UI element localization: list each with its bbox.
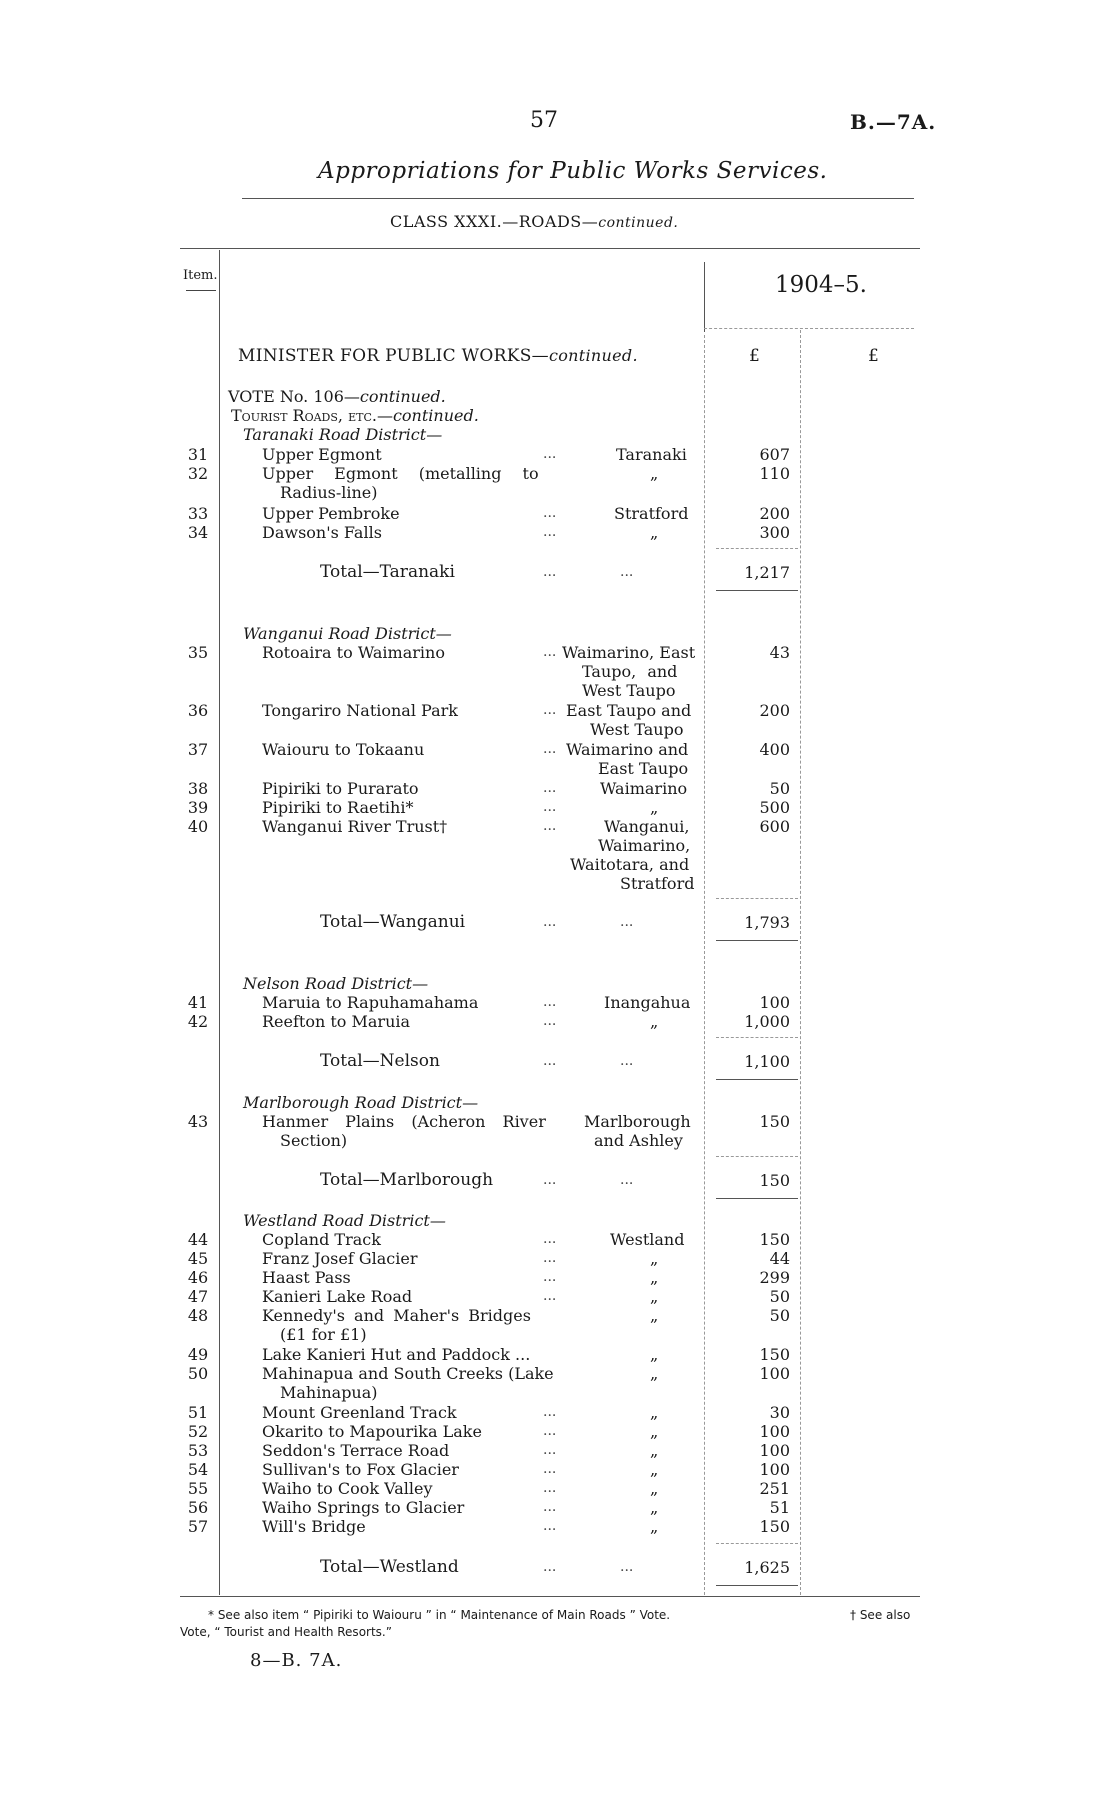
item-number: 42	[187, 1012, 209, 1031]
item-column-divider	[219, 250, 220, 1595]
vote-continued: continued.	[359, 387, 446, 406]
leader-dots: ...	[620, 914, 634, 930]
amount: 299	[759, 1268, 790, 1287]
district: „	[650, 1422, 659, 1441]
leader-dots: ...	[543, 1559, 557, 1575]
total-rule	[716, 548, 798, 549]
item-number: 36	[187, 701, 209, 720]
work-name: Upper Pembroke	[262, 504, 400, 523]
district: Inangahua	[604, 993, 691, 1012]
vote-heading	[228, 387, 446, 406]
leader-dots: ...	[543, 644, 557, 660]
work-name: Reefton to Maruia	[262, 1012, 411, 1031]
item-number: 35	[187, 643, 209, 662]
work-name: Upper Egmont (metalling to	[262, 464, 539, 483]
footnote-2-start: † See also	[850, 1608, 911, 1622]
section-heading-taranaki: Taranaki Road District—	[243, 425, 443, 444]
minister-label: MINISTER FOR PUBLIC WORKS—	[238, 346, 549, 366]
item-number: 48	[187, 1306, 209, 1325]
item-number: 46	[187, 1268, 209, 1287]
total-underline	[716, 1079, 798, 1080]
item-number: 40	[187, 817, 209, 836]
leader-dots: ...	[543, 564, 557, 580]
item-number: 41	[187, 993, 209, 1012]
total-label: Total—Taranaki	[320, 562, 455, 582]
district: „	[650, 1364, 659, 1383]
amount-divider	[800, 330, 801, 1595]
amount: 100	[759, 1364, 790, 1383]
total-underline	[716, 590, 798, 591]
leader-dots: ...	[620, 564, 634, 580]
amount: 150	[759, 1112, 790, 1131]
total-amount: 1,100	[744, 1052, 790, 1071]
district: Taranaki	[616, 445, 687, 464]
amount: 50	[769, 1287, 790, 1306]
amount: 51	[769, 1498, 790, 1517]
work-name-continued: Radius-line)	[280, 483, 378, 502]
amount: 500	[759, 798, 790, 817]
district: „	[650, 798, 659, 817]
footnote-2: Vote, “ Tourist and Health Resorts.”	[180, 1625, 392, 1639]
district: „	[650, 1441, 659, 1460]
item-number: 44	[187, 1230, 209, 1249]
district-continued: East Taupo	[598, 759, 689, 778]
amount: 150	[759, 1345, 790, 1364]
district: „	[650, 1460, 659, 1479]
item-number: 38	[187, 779, 209, 798]
work-name-continued: Section)	[280, 1131, 348, 1150]
minister-heading	[238, 346, 638, 366]
leader-dots: ...	[543, 1518, 557, 1534]
tourist-continued: continued.	[392, 406, 479, 425]
class-continued: continued.	[598, 215, 679, 231]
item-number: 55	[187, 1479, 209, 1498]
item-number: 49	[187, 1345, 209, 1364]
table-bottom-rule	[180, 1596, 920, 1597]
leader-dots: ...	[543, 1499, 557, 1515]
item-column-header: Item.	[183, 268, 218, 283]
work-name: Wanganui River Trust†	[262, 817, 448, 836]
total-rule	[716, 1543, 798, 1544]
section-heading-marlborough: Marlborough Road District—	[243, 1093, 479, 1112]
work-name: Pipiriki to Purarato	[262, 779, 419, 798]
work-name: Haast Pass	[262, 1268, 351, 1287]
work-name: Kanieri Lake Road	[262, 1287, 413, 1306]
work-name: Maruia to Rapuhamahama	[262, 993, 479, 1012]
total-label: Total—Nelson	[320, 1051, 440, 1071]
item-number: 34	[187, 523, 209, 542]
item-number: 54	[187, 1460, 209, 1479]
item-number: 47	[187, 1287, 209, 1306]
total-amount: 150	[759, 1171, 790, 1190]
work-name: Hanmer Plains (Acheron River	[262, 1112, 546, 1131]
amount: 1,000	[744, 1012, 790, 1031]
total-underline	[716, 1198, 798, 1199]
amount: 607	[759, 445, 790, 464]
amount: 50	[769, 779, 790, 798]
amount: 600	[759, 817, 790, 836]
page-number: 57	[530, 108, 558, 133]
item-header-underline	[186, 290, 216, 291]
work-name: Waiho to Cook Valley	[262, 1479, 433, 1498]
work-name-continued: Mahinapua)	[280, 1383, 378, 1402]
vote-label: VOTE No. 106—	[228, 387, 360, 406]
leader-dots: ...	[620, 1053, 634, 1069]
item-number: 57	[187, 1517, 209, 1536]
item-number: 39	[187, 798, 209, 817]
amount: 300	[759, 523, 790, 542]
amount: 110	[759, 464, 790, 483]
leader-dots: ...	[543, 1013, 557, 1029]
total-amount: 1,217	[744, 563, 790, 582]
work-name: Will's Bridge	[262, 1517, 366, 1536]
total-underline	[716, 1585, 798, 1586]
leader-dots: ...	[543, 799, 557, 815]
district: „	[650, 523, 659, 542]
table-top-rule	[180, 248, 920, 249]
district: „	[650, 1249, 659, 1268]
total-amount: 1,625	[744, 1558, 790, 1577]
work-name: Okarito to Mapourika Lake	[262, 1422, 482, 1441]
amount: 150	[759, 1517, 790, 1536]
amount: 200	[759, 504, 790, 523]
item-number: 52	[187, 1422, 209, 1441]
item-number: 56	[187, 1498, 209, 1517]
leader-dots: ...	[543, 702, 557, 718]
work-name: Mahinapua and South Creeks (Lake	[262, 1364, 554, 1383]
work-name: Rotoaira to Waimarino	[262, 643, 445, 662]
district-continued: Waimarino,	[598, 836, 691, 855]
leader-dots: ...	[543, 914, 557, 930]
section-heading-westland: Westland Road District—	[243, 1211, 446, 1230]
work-name: Waiho Springs to Glacier	[262, 1498, 465, 1517]
total-amount: 1,793	[744, 913, 790, 932]
total-rule	[716, 1037, 798, 1038]
total-label: Total—Wanganui	[320, 912, 466, 932]
amount: 100	[759, 993, 790, 1012]
work-name: Dawson's Falls	[262, 523, 382, 542]
leader-dots: ...	[543, 818, 557, 834]
leader-dots: ...	[543, 505, 557, 521]
amount: 44	[769, 1249, 790, 1268]
district: Waimarino and	[566, 740, 689, 759]
leader-dots: ...	[543, 1231, 557, 1247]
work-name: Sullivan's to Fox Glacier	[262, 1460, 459, 1479]
district: Westland	[610, 1230, 685, 1249]
total-label: Total—Westland	[320, 1557, 459, 1577]
class-heading	[390, 212, 678, 231]
leader-dots: ...	[543, 1423, 557, 1439]
district: Waimarino, East	[562, 643, 696, 662]
page-title: Appropriations for Public Works Services.	[318, 158, 828, 184]
district-continued: West Taupo	[590, 720, 684, 739]
leader-dots: ...	[620, 1172, 634, 1188]
pound-column-2: £	[868, 346, 879, 366]
district: „	[650, 1306, 659, 1325]
work-name: Seddon's Terrace Road	[262, 1441, 450, 1460]
leader-dots: ...	[543, 1288, 557, 1304]
page-reference: B.—7A.	[850, 110, 937, 134]
amount: 43	[769, 643, 790, 662]
amount: 400	[759, 740, 790, 759]
total-rule	[716, 1156, 798, 1157]
work-name: Lake Kanieri Hut and Paddock ...	[262, 1345, 531, 1364]
district: Wanganui,	[604, 817, 690, 836]
leader-dots: ...	[543, 1442, 557, 1458]
leader-dots: ...	[543, 780, 557, 796]
district-continued: West Taupo	[582, 681, 676, 700]
work-name: Upper Egmont	[262, 445, 382, 464]
item-number: 32	[187, 464, 209, 483]
leader-dots: ...	[543, 1269, 557, 1285]
amount: 30	[769, 1403, 790, 1422]
work-name: Kennedy's and Maher's Bridges	[262, 1306, 531, 1325]
district: „	[650, 1012, 659, 1031]
leader-dots: ...	[543, 524, 557, 540]
leader-dots: ...	[543, 1404, 557, 1420]
district-continued: Waitotara, and	[570, 855, 690, 874]
district: East Taupo and	[566, 701, 692, 720]
item-number: 33	[187, 504, 209, 523]
amount: 100	[759, 1422, 790, 1441]
year-column-header: 1904–5.	[775, 272, 867, 298]
work-name: Mount Greenland Track	[262, 1403, 457, 1422]
district: Stratford	[614, 504, 689, 523]
district-continued: Stratford	[620, 874, 695, 893]
title-rule	[242, 198, 914, 199]
total-rule	[716, 898, 798, 899]
amount: 50	[769, 1306, 790, 1325]
year-rule	[704, 328, 914, 329]
district: „	[650, 1517, 659, 1536]
tourist-label: Tourist Roads, etc.—	[231, 406, 393, 425]
total-label: Total—Marlborough	[320, 1170, 494, 1190]
district-continued: and Ashley	[594, 1131, 683, 1150]
district-continued: Taupo, and	[582, 662, 678, 681]
footnote-1: * See also item “ Pipiriki to Waiouru ” in “ Maintenance of Main Roads ” Vote.	[208, 1608, 671, 1622]
leader-dots: ...	[543, 1250, 557, 1266]
leader-dots: ...	[543, 446, 557, 462]
item-number: 51	[187, 1403, 209, 1422]
year-divider-top	[704, 262, 705, 332]
district: „	[650, 1345, 659, 1364]
class-label: CLASS XXXI.—ROADS—	[390, 212, 599, 231]
district: Waimarino	[600, 779, 688, 798]
work-name-continued: (£1 for £1)	[280, 1325, 367, 1344]
leader-dots: ...	[543, 1053, 557, 1069]
item-number: 53	[187, 1441, 209, 1460]
item-number: 50	[187, 1364, 209, 1383]
district: „	[650, 1479, 659, 1498]
section-heading-nelson: Nelson Road District—	[243, 974, 429, 993]
amount: 100	[759, 1441, 790, 1460]
item-number: 45	[187, 1249, 209, 1268]
leader-dots: ...	[620, 1559, 634, 1575]
leader-dots: ...	[543, 1172, 557, 1188]
amount: 200	[759, 701, 790, 720]
item-number: 43	[187, 1112, 209, 1131]
work-name: Tongariro National Park	[262, 701, 458, 720]
signature-mark: 8—B. 7A.	[250, 1650, 343, 1671]
district: „	[650, 1403, 659, 1422]
total-underline	[716, 940, 798, 941]
item-number: 31	[187, 445, 209, 464]
leader-dots: ...	[543, 1480, 557, 1496]
amount: 251	[759, 1479, 790, 1498]
pound-column-1: £	[749, 346, 760, 366]
work-name: Copland Track	[262, 1230, 381, 1249]
district-divider	[704, 335, 705, 1595]
district: „	[650, 1287, 659, 1306]
tourist-heading	[231, 406, 479, 425]
leader-dots: ...	[543, 741, 557, 757]
work-name: Waiouru to Tokaanu	[262, 740, 425, 759]
minister-continued: continued.	[548, 346, 638, 365]
leader-dots: ...	[543, 1461, 557, 1477]
work-name: Pipiriki to Raetihi*	[262, 798, 414, 817]
leader-dots: ...	[543, 994, 557, 1010]
amount: 100	[759, 1460, 790, 1479]
district: „	[650, 464, 659, 483]
section-heading-wanganui: Wanganui Road District—	[243, 624, 452, 643]
district: Marlborough	[584, 1112, 691, 1131]
district: „	[650, 1268, 659, 1287]
item-number: 37	[187, 740, 209, 759]
amount: 150	[759, 1230, 790, 1249]
district: „	[650, 1498, 659, 1517]
work-name: Franz Josef Glacier	[262, 1249, 418, 1268]
